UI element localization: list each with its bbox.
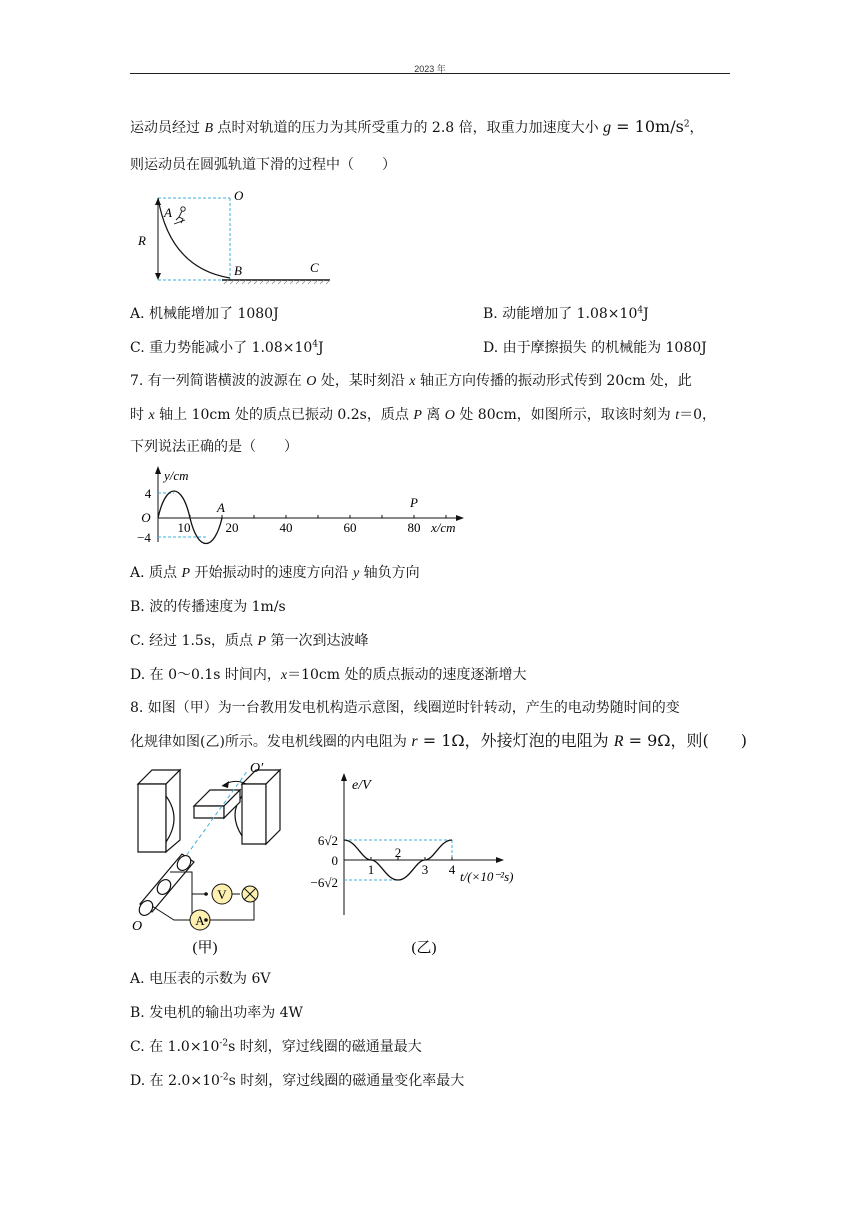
q7-wave-figure [130,462,475,548]
text: C. 重力势能减小了 1.08×10 [130,340,313,356]
y-tick-neg: −6√2 [310,875,338,890]
text: 时 [130,407,149,423]
text: 运动员经过 [130,120,205,136]
slip-ring-shaft [136,853,194,918]
text: = 10m/s [611,117,684,136]
label-A: A [164,205,172,220]
q7-option-c [130,632,368,651]
text: 化规律如图(乙)所示。发电机线圈的内电阻为 [130,734,412,750]
text: C. 在 1.0×10 [130,1039,220,1055]
text: 点时对轨道的压力为其所受重力的 2.8 倍，取重力加速度大小 [213,120,604,136]
text: O [306,374,317,389]
lamp-icon [242,886,258,902]
text: J [318,340,324,356]
text: s 时刻，穿过线圈的磁通量最大 [228,1039,422,1055]
caption-yi: (乙) [411,940,437,956]
voltmeter-icon [212,884,232,904]
text: ， [689,120,704,136]
text: O [444,408,455,423]
text: = 9Ω，则( ) [623,731,748,750]
text: C. 经过 1.5s，质点 [130,633,258,649]
text: ＝0， [679,407,716,423]
q6-option-a: A. 机械能增加了 1080J [130,306,279,322]
x-axis-label: x/cm [431,520,456,535]
text: P [181,566,191,581]
x-tick-60: 60 [343,520,357,535]
point-P-label: P [410,495,418,510]
text: -2 [219,1072,229,1083]
t-axis-label: t/(×10⁻²s) [460,869,514,884]
right-magnet [235,770,280,844]
y-tick-pos: 6√2 [317,833,338,848]
text: 2 [683,119,690,130]
label-R: R [138,233,146,248]
text: D. 在 2.0×10 [130,1073,220,1089]
text: 离 [421,407,445,423]
text: s 时刻，穿过线圈的磁通量变化率最大 [228,1073,465,1089]
text: 轴正方向传播的振动形式传到 20cm 处，此 [415,373,692,389]
y-axis-label [162,468,189,483]
text: R [613,733,624,750]
y-tick-4: 4 [144,486,152,501]
rotation-arrow-head [222,781,229,788]
y-axis-arrow [155,466,161,474]
x-tick-10: 10 [177,520,191,535]
voltmeter-label: V [217,887,227,902]
y-tick-neg4: −4 [137,530,151,545]
t-tick-3: 3 [421,862,429,877]
page-header: 2023 年 [414,64,446,74]
x-tick-40: 40 [279,520,293,535]
text: x [280,668,288,683]
junction-dot [204,892,208,896]
skier-icon [174,207,185,224]
label-C: C [310,260,319,275]
text: P [257,634,267,649]
text: 处 80cm，如图所示，取该时刻为 [454,407,676,423]
text: t [675,408,680,423]
text: 4 [312,339,319,350]
t-axis-arrow [496,857,504,863]
q8-option-b: B. 发电机的输出功率为 4W [130,1005,303,1021]
text: 轴负方向 [359,565,420,581]
q7-option-d [130,666,527,685]
text: A. 质点 [130,565,182,581]
left-magnet [138,770,180,852]
wave-curve [158,491,222,544]
q6-option-c [130,339,324,357]
q8-emf-graph [300,765,530,960]
header-rule [130,73,730,74]
text: 处，某时刻沿 [316,373,410,389]
origin-label: O [141,510,151,525]
q6-stem-line1 [130,118,704,138]
text: 轴上 10cm 处的质点已振动 0.2s，质点 [154,407,414,423]
text: g [603,119,612,136]
q6-option-d: D. 由于摩擦损失 的机械能为 1080J [483,340,707,356]
caption-jia: (甲) [192,940,218,956]
ammeter-label: A [195,913,205,928]
x-tick-80: 80 [407,520,421,535]
text: P [413,408,422,423]
q8-option-c [130,1038,422,1056]
text: x [409,374,416,389]
text: B. 动能增加了 1.08×10 [483,306,638,322]
label-B: B [234,263,242,278]
x-axis-arrow [456,515,464,521]
text: J [643,306,649,322]
label-O: O [132,919,143,934]
q7-stem-line2 [130,406,716,425]
q7-stem-line3: 下列说法正确的是（ ） [130,439,298,455]
text: D. 在 0～0.1s 时间内， [130,667,281,683]
label-O-prime: O′ [250,761,264,776]
q6-stem-line2: 则运动员在圆弧轨道下滑的过程中（ ） [130,157,396,173]
q6-option-b [483,305,649,323]
text: 4 [637,305,644,316]
e-axis-label: e/V [352,778,371,793]
arrow-head-down [155,273,161,280]
e-axis-arrow [341,773,347,781]
t-tick-1: 1 [367,862,375,877]
t-tick-2: 2 [394,845,402,860]
text: y [352,566,360,581]
label-O: O [234,190,244,203]
q8-option-a: A. 电压表的示数为 6V [130,971,271,987]
text: 7. 有一列简谐横波的波源在 [130,373,307,389]
text: = 1Ω，外接灯泡的电阻为 [417,731,614,750]
text: -2 [219,1038,229,1049]
q8-stem-line2 [130,732,747,751]
q8-stem-line1: 8. 如图（甲）为一台教用发电机构造示意图，线圈逆时针转动，产生的电动势随时间的变 [130,700,680,716]
text: ＝10cm 处的质点振动的速度逐渐增大 [287,667,527,683]
q7-stem-line1 [130,372,692,391]
q7-option-a [130,564,420,583]
text: x [148,408,155,423]
text: y/cm [164,468,189,483]
text: 开始振动时的速度方向沿 [190,565,353,581]
q7-option-b: B. 波的传播速度为 1m/s [130,599,286,615]
text: r [411,733,418,750]
y-tick-zero: 0 [331,853,338,868]
q8-option-d [130,1072,464,1090]
q8-generator-figure [130,756,290,956]
text: 第一次到达波峰 [266,633,369,649]
junction-dot [204,918,208,922]
x-tick-20: 20 [225,520,239,535]
q6-figure [130,190,345,286]
text: B [204,121,214,136]
point-A-label: A [217,500,225,515]
t-tick-4: 4 [448,862,456,877]
